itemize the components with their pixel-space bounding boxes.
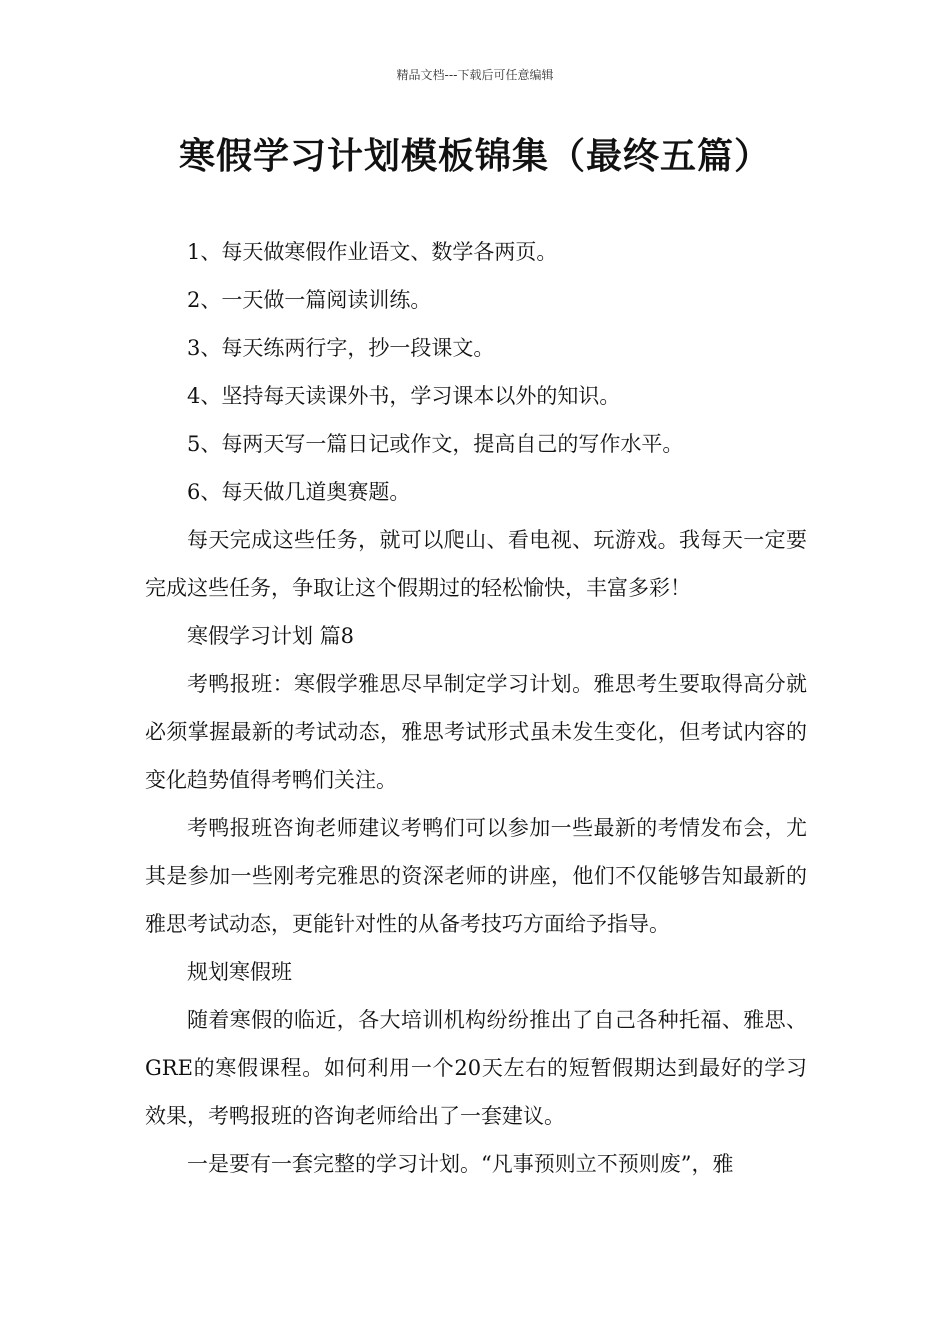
paragraph-12: 随着寒假的临近，各大培训机构纷纷推出了自己各种托福、雅思、GRE的寒假课程。如何利用一个20天左右的短暂假期达到最好的学习效果，考鸭报班的咨询老师给出了一套建议。 (145, 1008, 807, 1128)
paragraph-9: 考鸭报班：寒假学雅思尽早制定学习计划。雅思考生要取得高分就必须掌握最新的考试动态，雅思考试形式虽未发生变化，但考试内容的变化趋势值得考鸭们关注。 (145, 672, 807, 792)
paragraph-10: 考鸭报班咨询老师建议考鸭们可以参加一些最新的考情发布会，尤其是参加一些刚考完雅思的资深老师的讲座，他们不仅能够告知最新的雅思考试动态，更能针对性的从备考技巧方面给予指导。 (145, 816, 807, 936)
document-title: 寒假学习计划模板锦集（最终五篇） (178, 136, 771, 177)
paragraph-2: 2、一天做一篇阅读训练。 (187, 288, 432, 312)
paragraph-3: 3、每天练两行字，抄一段课文。 (187, 336, 495, 360)
paragraph-7: 每天完成这些任务，就可以爬山、看电视、玩游戏。我每天一定要完成这些任务，争取让这个假期过的轻松愉快，丰富多彩！ (145, 528, 807, 600)
document-body (145, 228, 807, 1188)
paragraph-4: 4、坚持每天读课外书，学习课本以外的知识。 (187, 384, 621, 408)
paragraph-13: 一是要有一套完整的学习计划。“凡事预则立不预则废”，雅 (187, 1152, 734, 1176)
paragraph-6: 6、每天做几道奥赛题。 (187, 480, 411, 504)
section-heading-8: 寒假学习计划 篇8 (187, 624, 355, 648)
header-note: 精品文档---下载后可任意编辑 (396, 68, 554, 82)
section-heading-plan: 规划寒假班 (187, 960, 292, 984)
paragraph-1: 1、每天做寒假作业语文、数学各两页。 (187, 240, 558, 264)
paragraph-5: 5、每两天写一篇日记或作文，提高自己的写作水平。 (187, 432, 684, 456)
